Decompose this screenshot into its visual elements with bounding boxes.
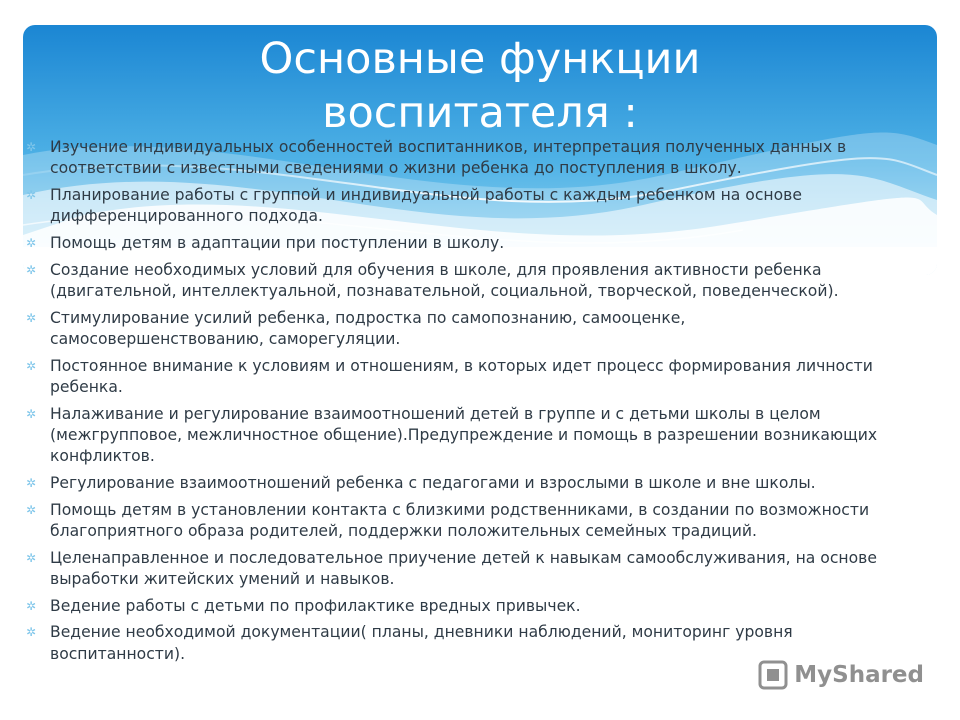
bullet-star-icon: ✲ [26,598,37,613]
watermark [758,660,924,690]
bullet-item [26,308,896,351]
bullet-star-icon: ✲ [26,310,37,325]
bullet-item [26,548,896,591]
bullet-star-icon: ✲ [26,476,37,490]
bullet-star-icon: ✲ [26,262,37,277]
bullet-item [26,622,896,665]
title-line-2: воспитателя : [322,88,638,138]
bullet-star-icon: ✲ [26,358,37,373]
bullet-item [26,596,896,617]
bullet-text: Регулирование взаимоотношений ребенка с педагогами и взрослыми в школе и вне школы. [50,474,816,492]
bullet-star-icon: ✲ [26,625,37,640]
bullet-star-icon: ✲ [26,236,37,250]
bullet-item [26,500,896,543]
bullet-item [26,185,896,228]
watermark-text: MyShared [794,662,924,688]
bullet-item [26,137,896,180]
bullet-star-icon: ✲ [26,502,37,517]
bullet-item [26,356,896,399]
bullet-text: Целенаправленное и последовательное приучение детей к навыкам самообслуживания, на основе выработки житейских умений и навыков. [50,548,877,588]
bullet-star-icon: ✲ [26,406,37,421]
bullet-text: Постоянное внимание к условиям и отношениям, в которых идет процесс формирования личности ребенка. [50,356,873,396]
bullet-text: Стимулирование усилий ребенка, подростка по самопознанию, самооценке, самосовершенствованию, саморегуляции. [50,308,686,348]
bullet-item [26,473,896,494]
bullet-text: Налаживание и регулирование взаимоотношений детей в группе и с детьми школы в целом (межгрупповое, межличностное общение).Предупреждение и помощь в разрешении возникающих конфликтов. [50,404,878,466]
bullet-text: Ведение необходимой документации( планы, дневники наблюдений, мониторинг уровня воспитанности). [50,623,793,663]
bullet-text: Помощь детям в адаптации при поступлении в школу. [50,234,505,252]
bullet-text: Планирование работы с группой и индивидуальной работы с каждым ребенком на основе дифференцированного подхода. [50,186,802,226]
myshared-logo-icon [758,660,788,690]
bullet-text: Ведение работы с детьми по профилактике вредных привычек. [50,596,581,615]
slide-title [23,32,937,140]
bullet-star-icon: ✲ [26,188,37,202]
bullet-item [26,260,896,303]
bullet-list [26,137,896,670]
bullet-star-icon: ✲ [26,550,37,565]
bullet-item [26,404,896,468]
title-line-1: Основные функции [259,34,701,84]
bullet-text: Изучение индивидуальных особенностей воспитанников, интерпретация полученных данных в соответствии с известными сведениями о жизни ребенка до поступления в школу. [50,138,847,178]
bullet-star-icon: ✲ [26,140,37,154]
bullet-text: Помощь детям в установлении контакта с близкими родственниками, в создании по возможности благоприятного образа родителей, поддержки положительных семейных традиций. [50,500,870,540]
bullet-text: Создание необходимых условий для обучения в школе, для проявления активности ребенка (двигательной, интеллектуальной, познавательной, социальной, творческой, поведенческой). [50,260,839,300]
bullet-item [26,233,896,254]
